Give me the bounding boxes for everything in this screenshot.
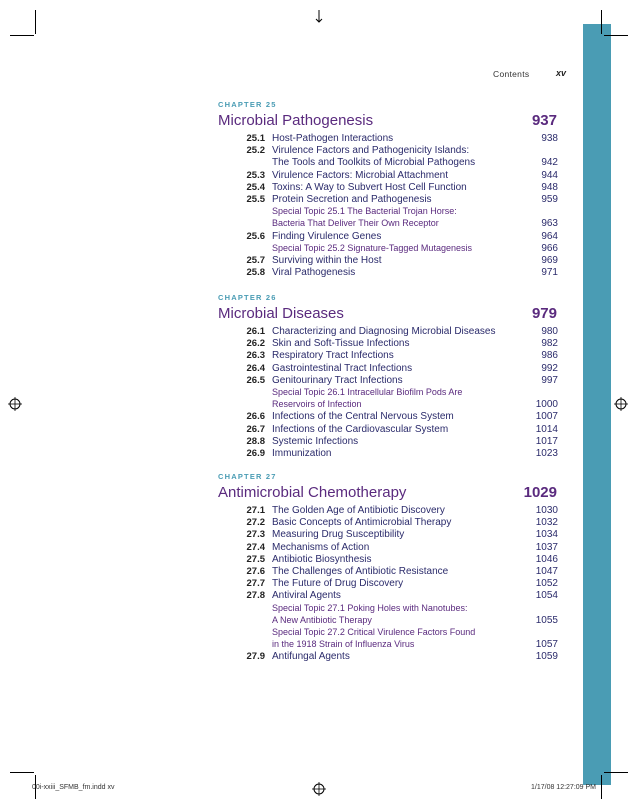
- special-topic-entry[interactable]: [218, 615, 558, 627]
- chapter-label: CHAPTER 26: [218, 293, 277, 302]
- section-page-number: 1023: [535, 448, 558, 459]
- section-page-number: 959: [541, 194, 558, 205]
- registration-mark-icon: [614, 397, 628, 411]
- crop-mark: [35, 10, 36, 34]
- section-page-number: 1057: [535, 639, 558, 651]
- side-color-tab: [583, 24, 611, 785]
- section-page-number: 938: [541, 133, 558, 144]
- section-title: Bacteria That Deliver Their Own Receptor: [272, 218, 439, 229]
- chapter-page-number: 937: [531, 112, 557, 129]
- section-title: Finding Virulence Genes: [272, 230, 382, 242]
- section-number: 27.8: [246, 590, 265, 602]
- toc-entry[interactable]: [218, 255, 558, 267]
- toc-entry[interactable]: [218, 157, 558, 169]
- toc-entry[interactable]: [218, 411, 558, 423]
- registration-mark-icon: [312, 782, 326, 796]
- special-topic-entry[interactable]: [218, 399, 558, 411]
- registration-mark-icon: [312, 10, 326, 24]
- section-number: 25.8: [246, 267, 265, 279]
- toc-entry[interactable]: [218, 267, 558, 279]
- section-title: A New Antibiotic Therapy: [272, 614, 372, 625]
- registration-mark-icon: [8, 397, 22, 411]
- footer-timestamp: 1/17/08 12:27:09 PM: [531, 784, 596, 791]
- section-page-number: 982: [541, 338, 558, 350]
- toc-entry[interactable]: [218, 424, 558, 436]
- chapter-page-number: 979: [531, 305, 557, 322]
- section-number: 26.5: [246, 374, 265, 386]
- section-page-number: 1037: [535, 541, 558, 553]
- special-topic-entry[interactable]: [218, 627, 558, 639]
- section-number: 27.4: [246, 541, 265, 553]
- toc-entry[interactable]: [218, 566, 558, 578]
- crop-mark: [604, 35, 628, 36]
- toc-entry[interactable]: [218, 133, 558, 145]
- crop-mark: [10, 35, 34, 36]
- section-page-number: 963: [541, 218, 558, 230]
- section-title: Immunization: [272, 448, 332, 459]
- chapter-page-number: 1029: [523, 484, 557, 501]
- section-number: 25.4: [246, 181, 265, 193]
- section-number: 27.2: [246, 517, 265, 529]
- running-header-title: Contents: [493, 69, 530, 79]
- section-page-number: 1046: [535, 553, 558, 565]
- section-title: Reservoirs of Infection: [272, 399, 362, 410]
- special-topic-entry[interactable]: [218, 603, 558, 615]
- section-number: 26.6: [246, 411, 265, 423]
- footer-file-info: 00i-xxiii_SFMB_fm.indd xv: [32, 784, 115, 791]
- chapter-label: CHAPTER 27: [218, 472, 277, 481]
- section-number: 27.6: [246, 566, 265, 577]
- section-number: 25.5: [246, 194, 265, 205]
- section-page-number: 1030: [535, 505, 558, 516]
- section-page-number: 1055: [535, 614, 558, 626]
- section-page-number: 948: [541, 181, 558, 193]
- special-topic-entry[interactable]: [218, 387, 558, 399]
- section-page-number: 1052: [535, 578, 558, 590]
- section-title: Surviving within the Host: [272, 255, 382, 266]
- section-page-number: 997: [541, 374, 558, 386]
- section-number: 26.7: [246, 423, 265, 435]
- section-title: Antifungal Agents: [272, 651, 350, 663]
- section-title: Skin and Soft-Tissue Infections: [272, 338, 410, 350]
- section-number: 26.9: [246, 448, 265, 459]
- section-page-number: 1000: [535, 399, 558, 411]
- section-title: Viral Pathogenesis: [272, 267, 356, 279]
- section-number: 25.7: [246, 255, 265, 266]
- section-page-number: 1059: [535, 651, 558, 663]
- section-page-number: 1047: [535, 566, 558, 577]
- toc-entry[interactable]: [218, 375, 558, 387]
- section-title: Special Topic 27.1 Poking Holes with Nanotubes:: [272, 602, 468, 613]
- section-title: Special Topic 27.2 Critical Virulence Factors Found: [272, 627, 476, 637]
- section-page-number: 980: [541, 326, 558, 337]
- section-page-number: 964: [541, 230, 558, 242]
- section-title: Protein Secretion and Pathogenesis: [272, 194, 432, 205]
- section-page-number: 969: [541, 255, 558, 266]
- toc-entry[interactable]: [218, 505, 558, 517]
- section-title: Special Topic 25.2 Signature-Tagged Mutagenesis: [272, 242, 472, 253]
- section-page-number: 1007: [535, 411, 558, 423]
- section-page-number: 1017: [535, 435, 558, 447]
- chapter-title[interactable]: Antimicrobial Chemotherapy: [218, 484, 407, 501]
- crop-mark: [601, 775, 602, 799]
- section-number: 27.1: [246, 505, 265, 516]
- toc-entry[interactable]: [218, 590, 558, 602]
- toc-entry[interactable]: [218, 517, 558, 529]
- toc-entry[interactable]: [218, 448, 558, 460]
- toc-entry[interactable]: [218, 529, 558, 541]
- section-title: Infections of the Cardiovascular System: [272, 423, 449, 435]
- section-number: 26.4: [246, 362, 265, 374]
- section-page-number: 944: [541, 169, 558, 181]
- toc-entry[interactable]: [218, 578, 558, 590]
- section-title: Characterizing and Diagnosing Microbial Diseases: [272, 326, 496, 337]
- toc-entry[interactable]: [218, 338, 558, 350]
- page-number: xv: [556, 68, 567, 78]
- special-topic-entry[interactable]: [218, 218, 558, 230]
- toc-entry[interactable]: [218, 651, 558, 663]
- section-title: The Tools and Toolkits of Microbial Pathogens: [272, 157, 476, 169]
- section-page-number: 992: [541, 362, 558, 374]
- section-title: The Challenges of Antibiotic Resistance: [272, 566, 449, 577]
- toc-entry[interactable]: [218, 182, 558, 194]
- chapter-label: CHAPTER 25: [218, 100, 277, 109]
- special-topic-entry[interactable]: [218, 206, 558, 218]
- section-page-number: 966: [541, 242, 558, 254]
- section-title: Infections of the Central Nervous System: [272, 411, 454, 423]
- chapter-title[interactable]: Microbial Diseases: [218, 305, 344, 322]
- section-number: 27.5: [246, 553, 265, 565]
- toc-entry[interactable]: [218, 326, 558, 338]
- section-page-number: 1032: [535, 517, 558, 529]
- section-title: Systemic Infections: [272, 435, 359, 447]
- section-number: 25.3: [246, 169, 265, 181]
- section-number: 27.7: [246, 578, 265, 590]
- toc-entry[interactable]: [218, 542, 558, 554]
- chapter-title[interactable]: Microbial Pathogenesis: [218, 112, 374, 129]
- toc-entry[interactable]: [218, 436, 558, 448]
- section-title: Genitourinary Tract Infections: [272, 374, 403, 386]
- section-title: The Golden Age of Antibiotic Discovery: [272, 505, 445, 516]
- section-page-number: 971: [541, 267, 558, 279]
- section-title: in the 1918 Strain of Influenza Virus: [272, 639, 415, 650]
- section-title: Antibiotic Biosynthesis: [272, 553, 372, 565]
- section-number: 25.6: [246, 230, 265, 242]
- section-page-number: 986: [541, 350, 558, 362]
- section-title: Gastrointestinal Tract Infections: [272, 362, 413, 374]
- section-page-number: 1014: [535, 423, 558, 435]
- section-title: Mechanisms of Action: [272, 541, 370, 553]
- toc-entry[interactable]: [218, 350, 558, 362]
- toc-entry[interactable]: [218, 194, 558, 206]
- special-topic-entry[interactable]: [218, 639, 558, 651]
- section-page-number: 1034: [535, 529, 558, 541]
- section-title: Virulence Factors and Pathogenicity Islands:: [272, 145, 470, 157]
- section-title: Antiviral Agents: [272, 590, 341, 602]
- section-number: 27.9: [246, 651, 265, 663]
- section-number: 27.3: [246, 529, 265, 541]
- toc-entry[interactable]: [218, 231, 558, 243]
- section-number: 28.8: [246, 435, 265, 447]
- section-number: 26.3: [246, 350, 265, 362]
- section-title: Basic Concepts of Antimicrobial Therapy: [272, 517, 452, 529]
- section-title: Toxins: A Way to Subvert Host Cell Function: [272, 181, 467, 193]
- section-title: Host-Pathogen Interactions: [272, 133, 394, 144]
- section-number: 25.2: [246, 145, 265, 157]
- section-title: Measuring Drug Susceptibility: [272, 529, 405, 541]
- crop-mark: [10, 772, 34, 773]
- section-number: 26.1: [246, 326, 265, 337]
- crop-mark: [601, 10, 602, 34]
- section-title: The Future of Drug Discovery: [272, 578, 404, 590]
- section-title: Virulence Factors: Microbial Attachment: [272, 169, 449, 181]
- section-number: 26.2: [246, 338, 265, 350]
- toc-entry[interactable]: [218, 363, 558, 375]
- toc-entry[interactable]: [218, 554, 558, 566]
- toc-entry[interactable]: [218, 145, 558, 157]
- special-topic-entry[interactable]: [218, 243, 558, 255]
- section-title: Special Topic 26.1 Intracellular Biofilm Pods Are: [272, 387, 463, 397]
- toc-entry[interactable]: [218, 170, 558, 182]
- section-number: 25.1: [246, 133, 265, 144]
- section-title: Respiratory Tract Infections: [272, 350, 394, 362]
- section-page-number: 1054: [535, 590, 558, 602]
- crop-mark: [604, 772, 628, 773]
- section-title: Special Topic 25.1 The Bacterial Trojan Horse:: [272, 206, 457, 217]
- section-page-number: 942: [541, 157, 558, 169]
